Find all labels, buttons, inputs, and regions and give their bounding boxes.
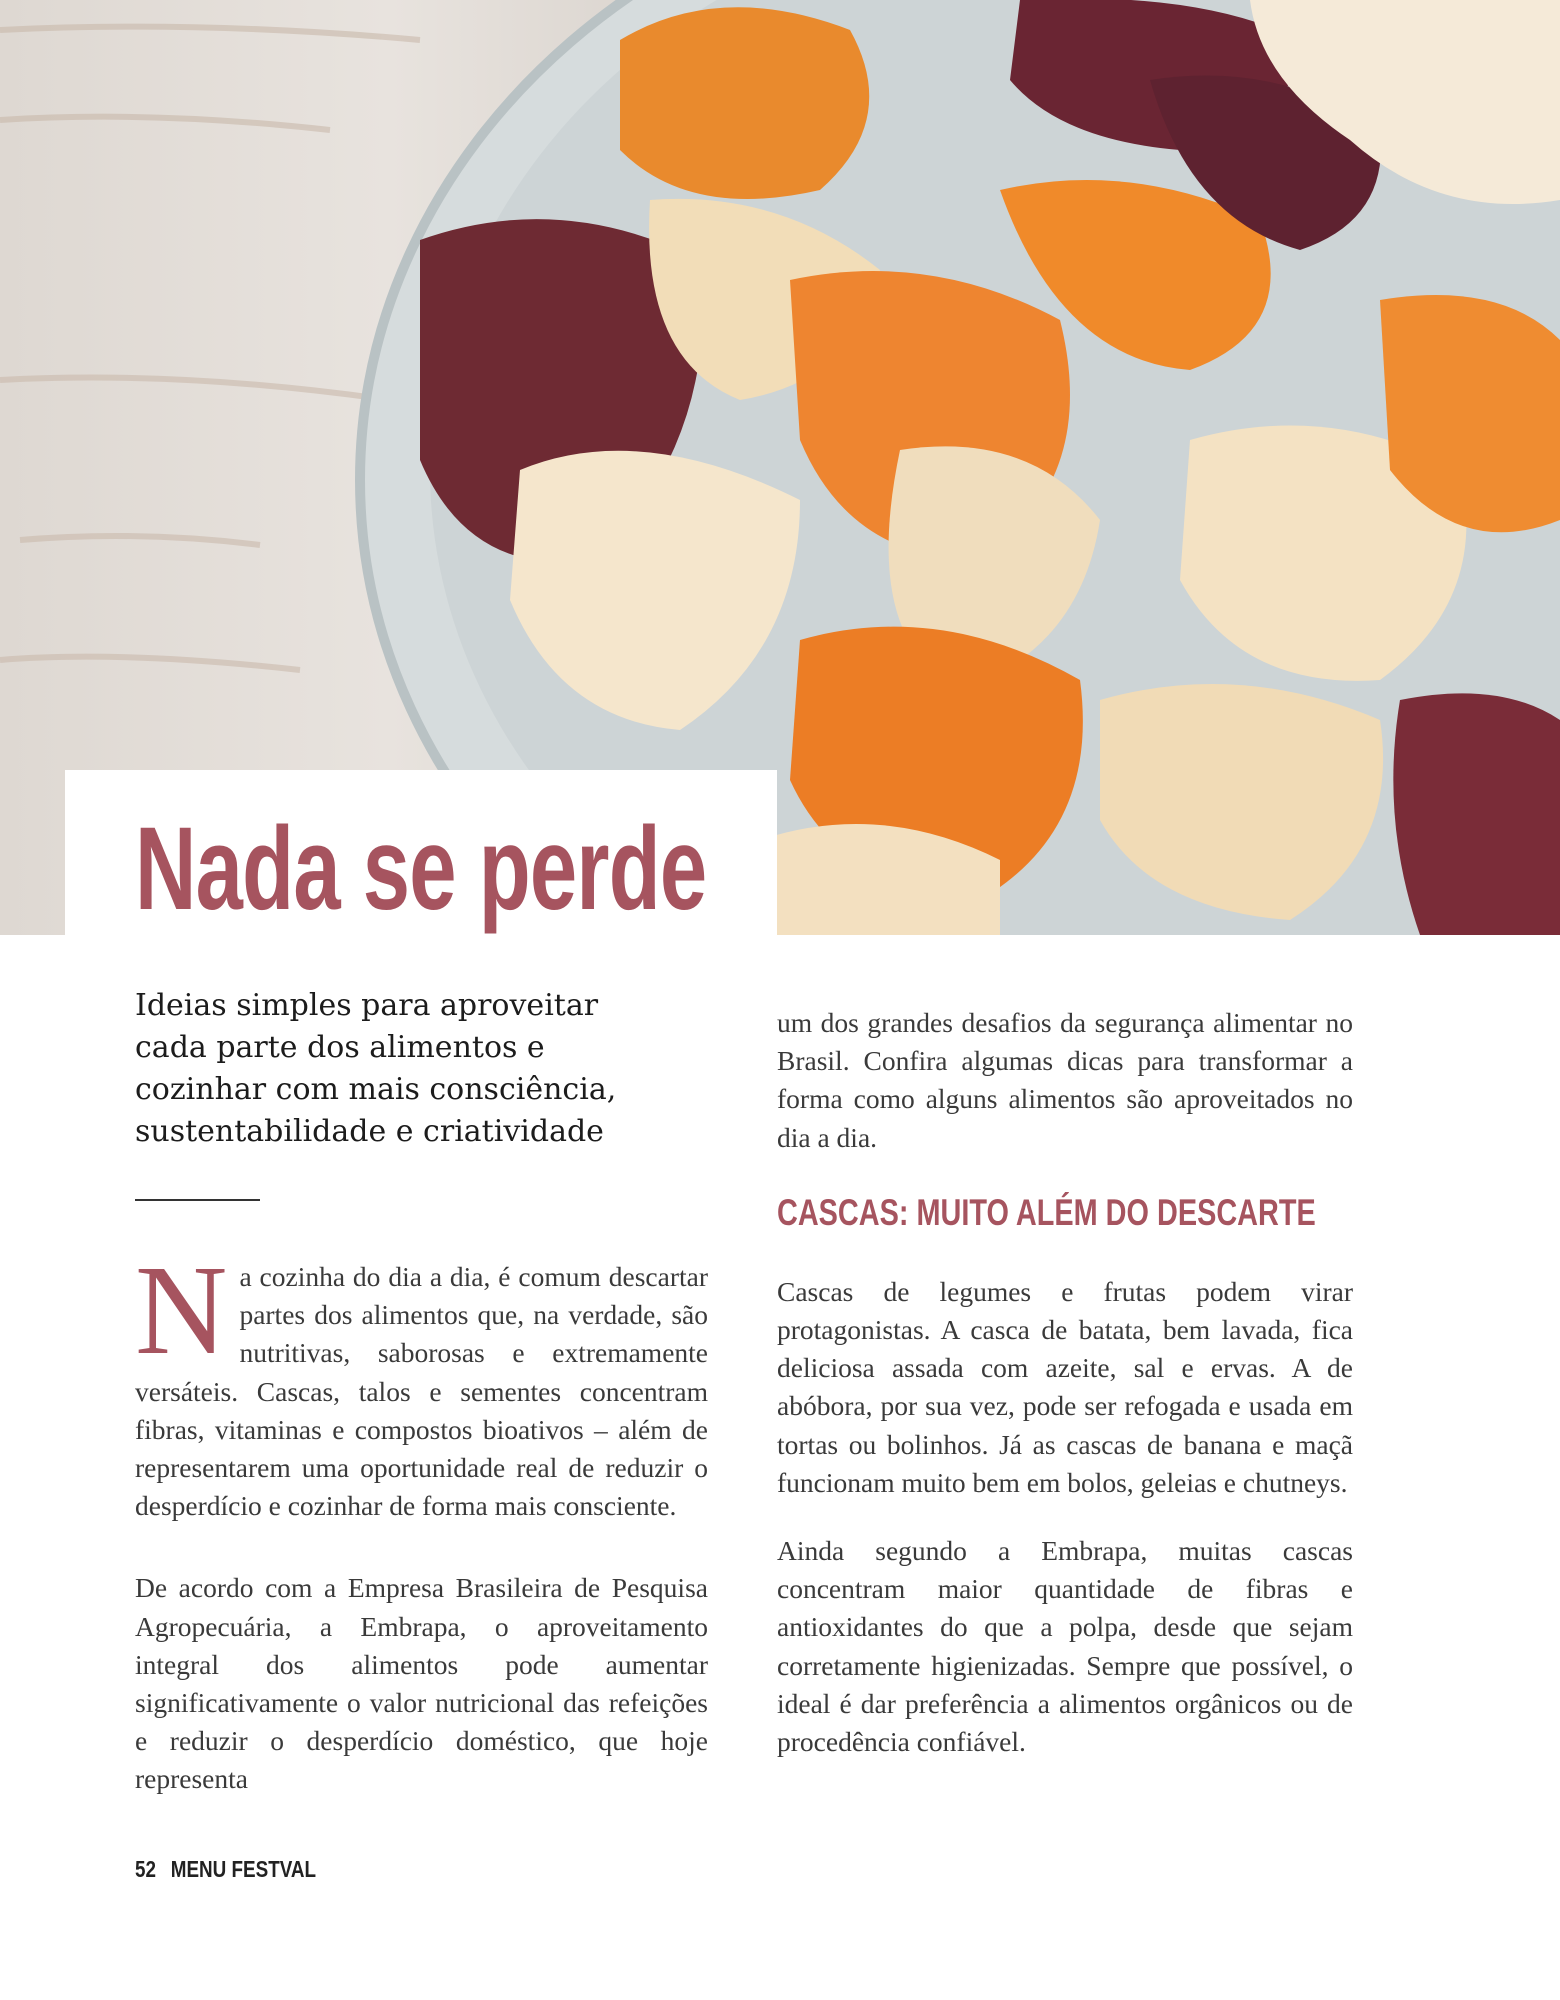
page-number: 52 bbox=[135, 1856, 156, 1882]
divider bbox=[135, 1199, 260, 1201]
cascas-paragraph: Cascas de legumes e frutas podem virar protagonistas. A casca de batata, bem lavada, fica deliciosa assada com azeite, sal e ervas. A de abóbora, por sua vez, pode ser refogada e usada em tortas ou bolinhos. Já as cascas de banana e maçã funcionam muito bem em bolos, geleias e chutneys. bbox=[777, 1275, 1353, 1498]
section-heading: CASCAS: MUITO ALÉM DO DESCARTE bbox=[777, 1191, 1316, 1233]
title-box bbox=[65, 770, 777, 965]
page-footer bbox=[135, 1856, 316, 1883]
drop-cap: N bbox=[135, 1239, 228, 1381]
intro-text: a cozinha do dia a dia, é comum descartar partes dos alimentos que, na verdade, são nutritivas, saborosas e extremamente versáteis. Cascas, talos e sementes concentram fibras, vitaminas e compostos bioativos – além de representarem uma oportunidade real de reduzir o desperdício e cozinhar de forma mais consciente. bbox=[135, 1261, 708, 1522]
right-column bbox=[777, 1004, 1353, 1761]
embrapa-paragraph: De acordo com a Empresa Brasileira de Pesquisa Agropecuária, a Embrapa, o aproveitamento integral dos alimentos pode aumentar significativamente o valor nutricional das refeições e reduzir o desperdício doméstico, que hoje representa bbox=[135, 1572, 708, 1795]
intro-paragraph bbox=[135, 1239, 708, 1525]
wood-grain bbox=[0, 27, 420, 670]
antioxidants-paragraph: Ainda segundo a Embrapa, muitas cascas concentram maior quantidade de fibras e antioxidantes do que a polpa, desde que sejam corretamente higienizadas. Sempre que possível, o ideal é dar preferência a alimentos orgânicos ou de procedência confiável. bbox=[777, 1535, 1353, 1758]
page-title: Nada se perde bbox=[135, 803, 707, 935]
magazine-name: MENU FESTVAL bbox=[170, 1856, 317, 1882]
continuation-paragraph: um dos grandes desafios da segurança alimentar no Brasil. Confira algumas dicas para transformar a forma como alguns alimentos são aproveitados no dia a dia. bbox=[777, 1007, 1353, 1153]
left-column bbox=[135, 1239, 708, 1799]
subtitle: Ideias simples para aproveitar cada parte dos alimentos e cozinhar com mais consciência, sustentabilidade e criatividade bbox=[135, 988, 617, 1149]
